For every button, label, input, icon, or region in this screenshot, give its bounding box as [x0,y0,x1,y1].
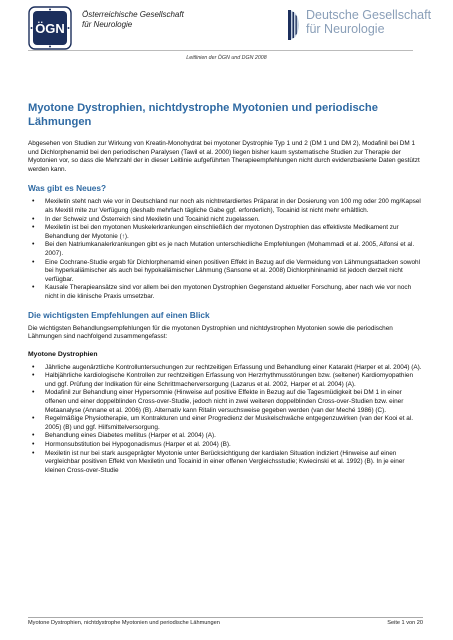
page-number: Seite 1 von 20 [387,620,423,626]
list-item: • Mexiletin ist bei den myotonen Muskelerkrankungen einschließlich der myotonen Dystrophien das effektivste Medikament zur Behandlung der Myotonie (↑). [28,224,423,241]
main-content [28,102,423,483]
dgn-logo [286,8,302,42]
footer-title: Myotone Dystrophien, nichtdystrophe Myotonien und periodische Lähmungen [28,620,220,626]
org-name-oegn: Österreichische Gesellschaft für Neurologie [82,10,184,29]
guidelines-note: Leitlinien der ÖGN und DGN 2008 [186,55,267,61]
list-item: • Regelmäßige Physiotherapie, um Kontrakturen und einer Progredienz der Muskelschwäche entgegenzuwirken (van der Kooi et al. 2005) (B) und ggf. Hilfsmittelversorgung. [28,415,423,432]
svg-text:ÖGN: ÖGN [35,21,65,36]
footer-divider [28,617,423,618]
org-name-dgn: Deutsche Gesellschaft für Neurologie [306,8,432,36]
list-item: • Bei den Natriumkanalerkrankungen gibt es je nach Mutation unterschiedliche Empfehlungen (Mohammadi et al. 2005, Alfonsi et al. 2007). [28,241,423,258]
list-item: • Kausale Therapieansätze sind vor allem bei den myotonen Dystrophien Gegenstand aktueller Forschung, aber nach wie vor noch nicht in die klinische Praxis umsetzbar. [28,284,423,301]
list-item: • Eine Cochrane-Studie ergab für Dichlorphenamid einen positiven Effekt in Bezug auf die Vermeidung von Lähmungsattacken sowohl bei hyperkaliämischer als auch bei hypokaliämischer Lähmung (Sansone et al. 2008) Dichlorphininamid ist jedoch derzeit nicht verfügbar. [28,259,423,285]
recommendations-list [28,364,423,476]
list-item: • Jährliche augenärztliche Kontrolluntersuchungen zur rechtzeitigen Erfassung und Behandlung einer Katarakt (Harper et al. 2004) (A). [28,364,423,373]
document-title: Myotone Dystrophien, nichtdystrophe Myotonien und periodische Lähmungen [28,102,378,128]
header-divider [28,50,413,51]
list-item: • Mexiletin steht nach wie vor in Deutschland nur noch als nichtretardiertes Präparat in der Dosierung von 100 mg oder 200 mg/Kapsel als Mexitil mite zur Verfügung (deshalb mehrfach tägliche Gabe ggf. erforderlich), Tocainid ist nicht mehr erhältlich. [28,198,423,215]
list-item: • In der Schweiz und Österreich sind Mexiletin und Tocainid nicht zugelassen. [28,216,423,225]
list-item: • Halbjährliche kardiologische Kontrollen zur rechtzeitigen Erfassung von Herzrhythmusstörungen bzw. (seltener) Kardiomyopathien und ggf. Prüfung der Indikation für eine Schrittmacherversorgung (Lazarus et al. 2002, Harper et al. 2004) (A). [28,372,423,389]
recommendations-intro: Die wichtigsten Behandlungsempfehlungen für die myotonen Dystrophien und nichtdystrophen Myotonien sowie die periodischen Lähmungen sind nachfolgend zusammengefasst: [28,324,393,341]
whats-new-list [28,198,423,301]
list-item: • Mexiletin ist nur bei stark ausgeprägter Myotonie unter Berücksichtigung der kardialen Situation indiziert (Hinweise auf einen vergleichbar positiven Effekt von Mexiletin und Tocainid in einer offenen Vergleichsstudie; Kwiecinski et al. 1992) (B). In je einer kleinen Cross-over-Studie [28,450,423,476]
intro-paragraph: Abgesehen von Studien zur Wirkung von Kreatin-Monohydrat bei myotoner Dystrophie Typ 1 und 2 (DM 1 und DM 2), Modafinil bei DM 1 und Dichlorphenamid bei den periodischen Paralysen (Tawil et al. 2000) liegen bisher kaum systematische Studien zur Therapie der Myotonien vor, so dass die Mehrzahl der in dieser Leitlinie aufgeführten Therapieempfehlungen nicht durch evidenzbasierte Daten gestützt werden kann. [28,140,420,173]
list-item: • Hormonsubstitution bei Hypogonadismus (Harper et al. 2004) (B). [28,441,423,450]
list-item: • Modafinil zur Behandlung einer Hypersomnie (Hinweise auf positive Effekte in Bezug auf die Tagesmüdigkeit bei DM 1 in einer offenen und einer doppelblinden Cross-over-Studie, jedoch nicht in zwei weiteren doppelblinden Cross-over-Studien bzw. einer Metaanalyse (Annane et al. 2006) (B). Alternativ kann Ritalin versuchsweise gegeben werden (van der Meché 1986) (C). [28,389,423,415]
oegn-logo [28,6,72,50]
heading-recommendations: Die wichtigsten Empfehlungen auf einen Blick [28,309,210,320]
heading-whats-new: Was gibt es Neues? [28,183,107,194]
list-item: • Behandlung eines Diabetes mellitus (Harper et al. 2004) (A). [28,432,423,441]
subheading-myotonic-dystrophies: Myotone Dystrophien [28,350,98,358]
